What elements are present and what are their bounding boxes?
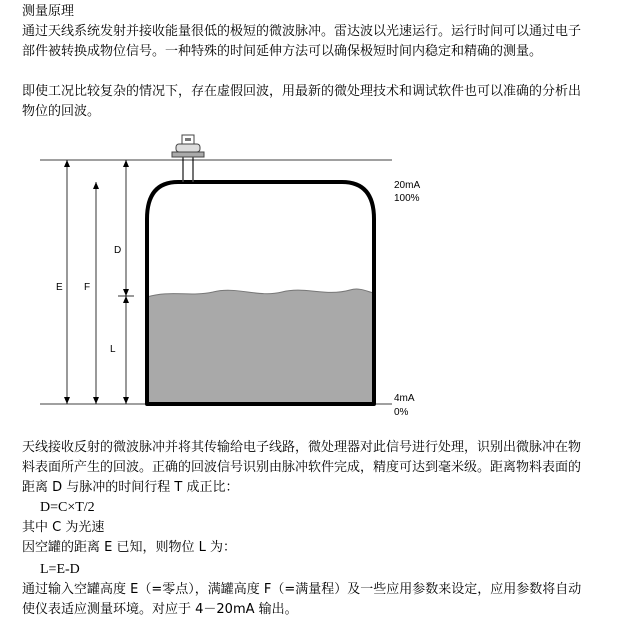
explanation-paragraph: 天线接收反射的微波脉冲并将其传输给电子线路，微处理器对此信号进行处理，识别出微脉冲在物料表面所产生的回波。正确的回波信号识别由脉冲软件完成，精度可达到毫米级。距离物料表面的距离 D 与脉冲的时间行程 T 成正比： bbox=[22, 440, 582, 495]
label-e: E bbox=[56, 282, 63, 293]
dimension-f bbox=[93, 182, 99, 404]
dimension-l bbox=[123, 296, 129, 404]
distance-formula: D=C×T/2 bbox=[40, 500, 95, 515]
configuration-paragraph: 通过输入空罐高度 E（=零点），满罐高度 F（=满量程）及一些应用参数来设定，应用参数将自动使仪表适应测量环境。对应于 4－20mA 输出。 bbox=[22, 582, 582, 617]
label-bottom-percent: 0% bbox=[394, 407, 409, 418]
speed-of-light-note: 其中 C 为光速 bbox=[22, 520, 105, 535]
label-f: F bbox=[84, 282, 91, 293]
dimension-d bbox=[123, 160, 129, 296]
principle-title: 测量原理 bbox=[22, 4, 75, 19]
false-echo-paragraph: 即使工况比较复杂的情况下，存在虚假回波，用最新的微处理技术和调试软件也可以准确的分析出物位的回波。 bbox=[22, 84, 582, 119]
label-d: D bbox=[114, 245, 122, 256]
level-formula: L=E-D bbox=[40, 562, 80, 577]
radar-sensor-icon bbox=[172, 135, 204, 182]
label-l: L bbox=[110, 344, 116, 355]
principle-paragraph: 通过天线系统发射并接收能量很低的极短的微波脉冲。雷达波以光速运行。运行时间可以通过电子部件被转换成物位信号。一种特殊的时间延伸方法可以确保极短时间内稳定和精确的测量。 bbox=[22, 24, 582, 59]
dimension-e bbox=[64, 160, 70, 404]
label-bottom-current: 4mA bbox=[394, 393, 415, 404]
label-top-percent: 100% bbox=[394, 193, 420, 204]
material-fill bbox=[147, 289, 374, 404]
level-intro: 因空罐的距离 E 已知，则物位 L 为： bbox=[22, 540, 236, 555]
radar-tank-diagram bbox=[0, 130, 630, 430]
label-top-current: 20mA bbox=[394, 180, 421, 191]
